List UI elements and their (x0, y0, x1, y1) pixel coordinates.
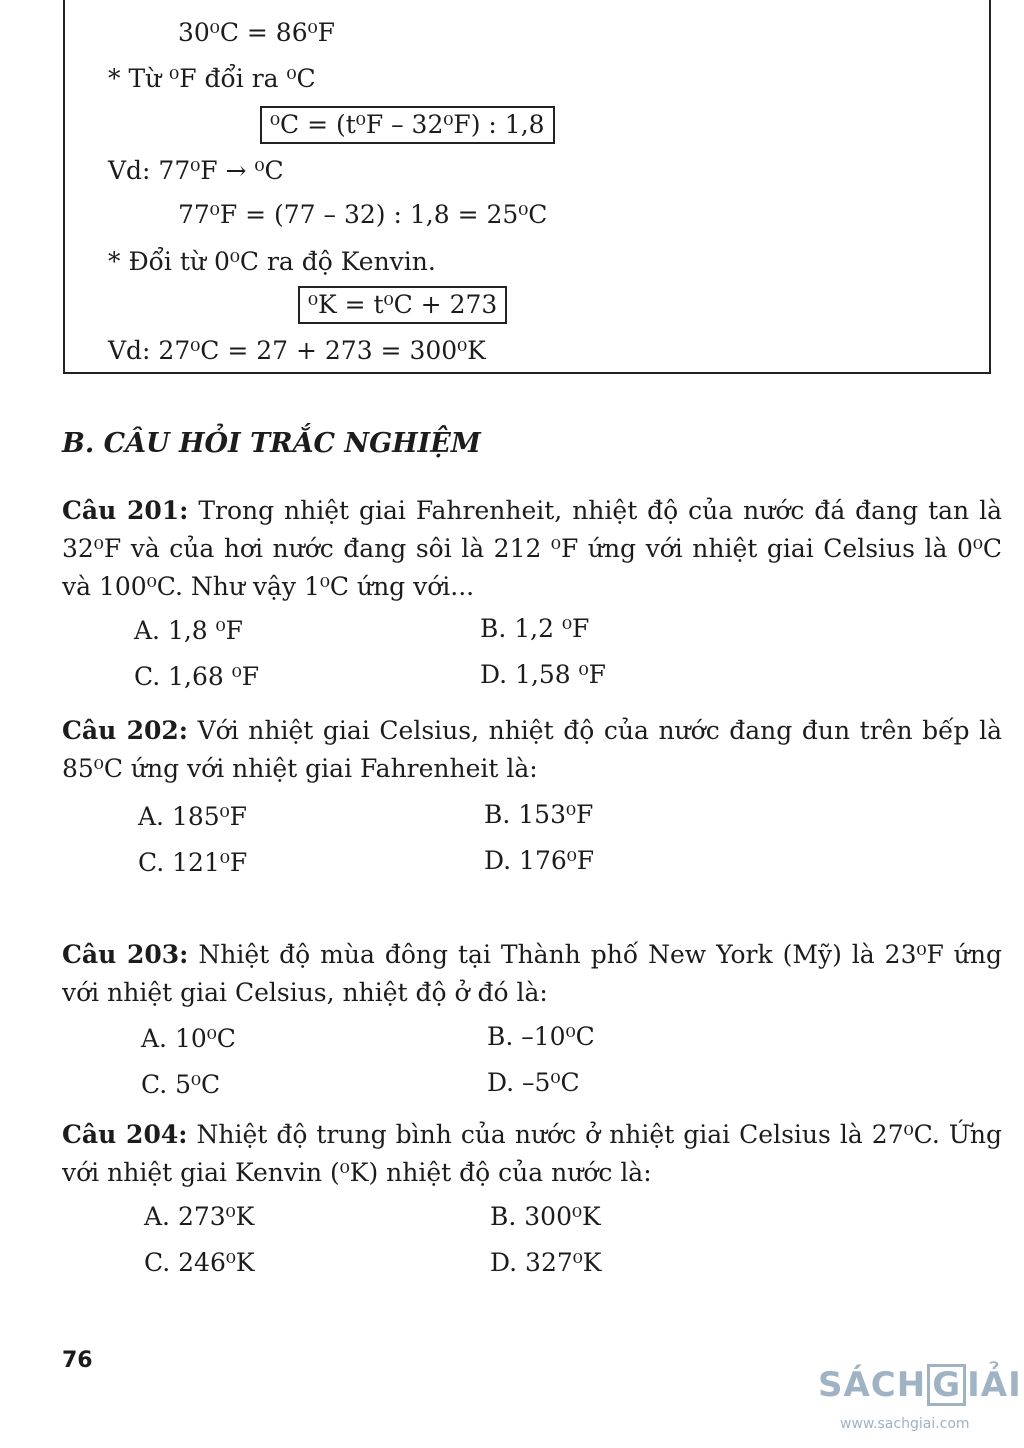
question-204 (62, 1116, 1002, 1192)
question-number: Câu 203: (62, 940, 189, 969)
box-line-3: Vd: 77⁰F → ⁰C (108, 156, 284, 185)
question-203 (62, 936, 1002, 1012)
option-c: C. 1,68 ⁰F (134, 662, 260, 691)
formula-box (63, 0, 991, 374)
brand-part: IẢI (967, 1365, 1022, 1405)
option-c: C. 121⁰F (138, 848, 248, 877)
box-line-5: * Đổi từ 0⁰C ra độ Kenvin. (108, 247, 436, 276)
option-c: C. 246⁰K (144, 1248, 255, 1277)
question-text: Nhiệt độ trung bình của nước ở nhiệt giai Celsius là 27⁰C. Ứng với nhiệt giai Kenvin (⁰K) nhiệt độ của nước là: (62, 1120, 1002, 1187)
question-text: Trong nhiệt giai Fahrenheit, nhiệt độ của nước đá đang tan là 32⁰F và của hơi nước đang sôi là 212 ⁰F ứng với nhiệt giai Celsius là 0⁰C và 100⁰C. Như vậy 1⁰C ứng với... (62, 496, 1003, 601)
option-a: A. 273⁰K (144, 1202, 255, 1231)
question-number: Câu 202: (62, 716, 189, 745)
brand-g-mark: G (927, 1364, 966, 1406)
option-d: D. 176⁰F (484, 846, 595, 875)
brand-part: SÁCH (818, 1365, 927, 1405)
box-line-6: Vd: 27⁰C = 27 + 273 = 300⁰K (108, 336, 486, 365)
question-201 (62, 492, 1002, 606)
watermark-logo (818, 1360, 1022, 1440)
watermark-brand (818, 1364, 1022, 1406)
question-number: Câu 201: (62, 496, 189, 525)
box-line-2: * Từ ⁰F đổi ra ⁰C (108, 64, 316, 93)
question-text: Với nhiệt giai Celsius, nhiệt độ của nước đang đun trên bếp là 85⁰C ứng với nhiệt giai Fahrenheit là: (62, 716, 1002, 783)
option-b: B. 1,2 ⁰F (480, 614, 590, 643)
section-title: B. CÂU HỎI TRẮC NGHIỆM (62, 428, 481, 459)
question-202 (62, 712, 1002, 788)
box-line-4: 77⁰F = (77 – 32) : 1,8 = 25⁰C (178, 200, 548, 229)
option-a: A. 10⁰C (141, 1024, 236, 1053)
box-line-1: 30⁰C = 86⁰F (178, 18, 335, 47)
formula-kelvin: ⁰K = t⁰C + 273 (298, 286, 507, 324)
option-d: D. 1,58 ⁰F (480, 660, 607, 689)
question-number: Câu 204: (62, 1120, 188, 1149)
option-b: B. 300⁰K (490, 1202, 601, 1231)
option-c: C. 5⁰C (141, 1070, 221, 1099)
option-d: D. –5⁰C (487, 1068, 580, 1097)
formula-celsius: ⁰C = (t⁰F – 32⁰F) : 1,8 (260, 106, 555, 144)
option-b: B. –10⁰C (487, 1022, 595, 1051)
option-a: A. 1,8 ⁰F (134, 616, 244, 645)
watermark-url: www.sachgiai.com (840, 1416, 970, 1432)
page-number: 76 (62, 1348, 93, 1373)
option-b: B. 153⁰F (484, 800, 594, 829)
option-a: A. 185⁰F (138, 802, 248, 831)
option-d: D. 327⁰K (490, 1248, 602, 1277)
question-text: Nhiệt độ mùa đông tại Thành phố New York (Mỹ) là 23⁰F ứng với nhiệt giai Celsius, nhiệt độ ở đó là: (62, 940, 1003, 1007)
